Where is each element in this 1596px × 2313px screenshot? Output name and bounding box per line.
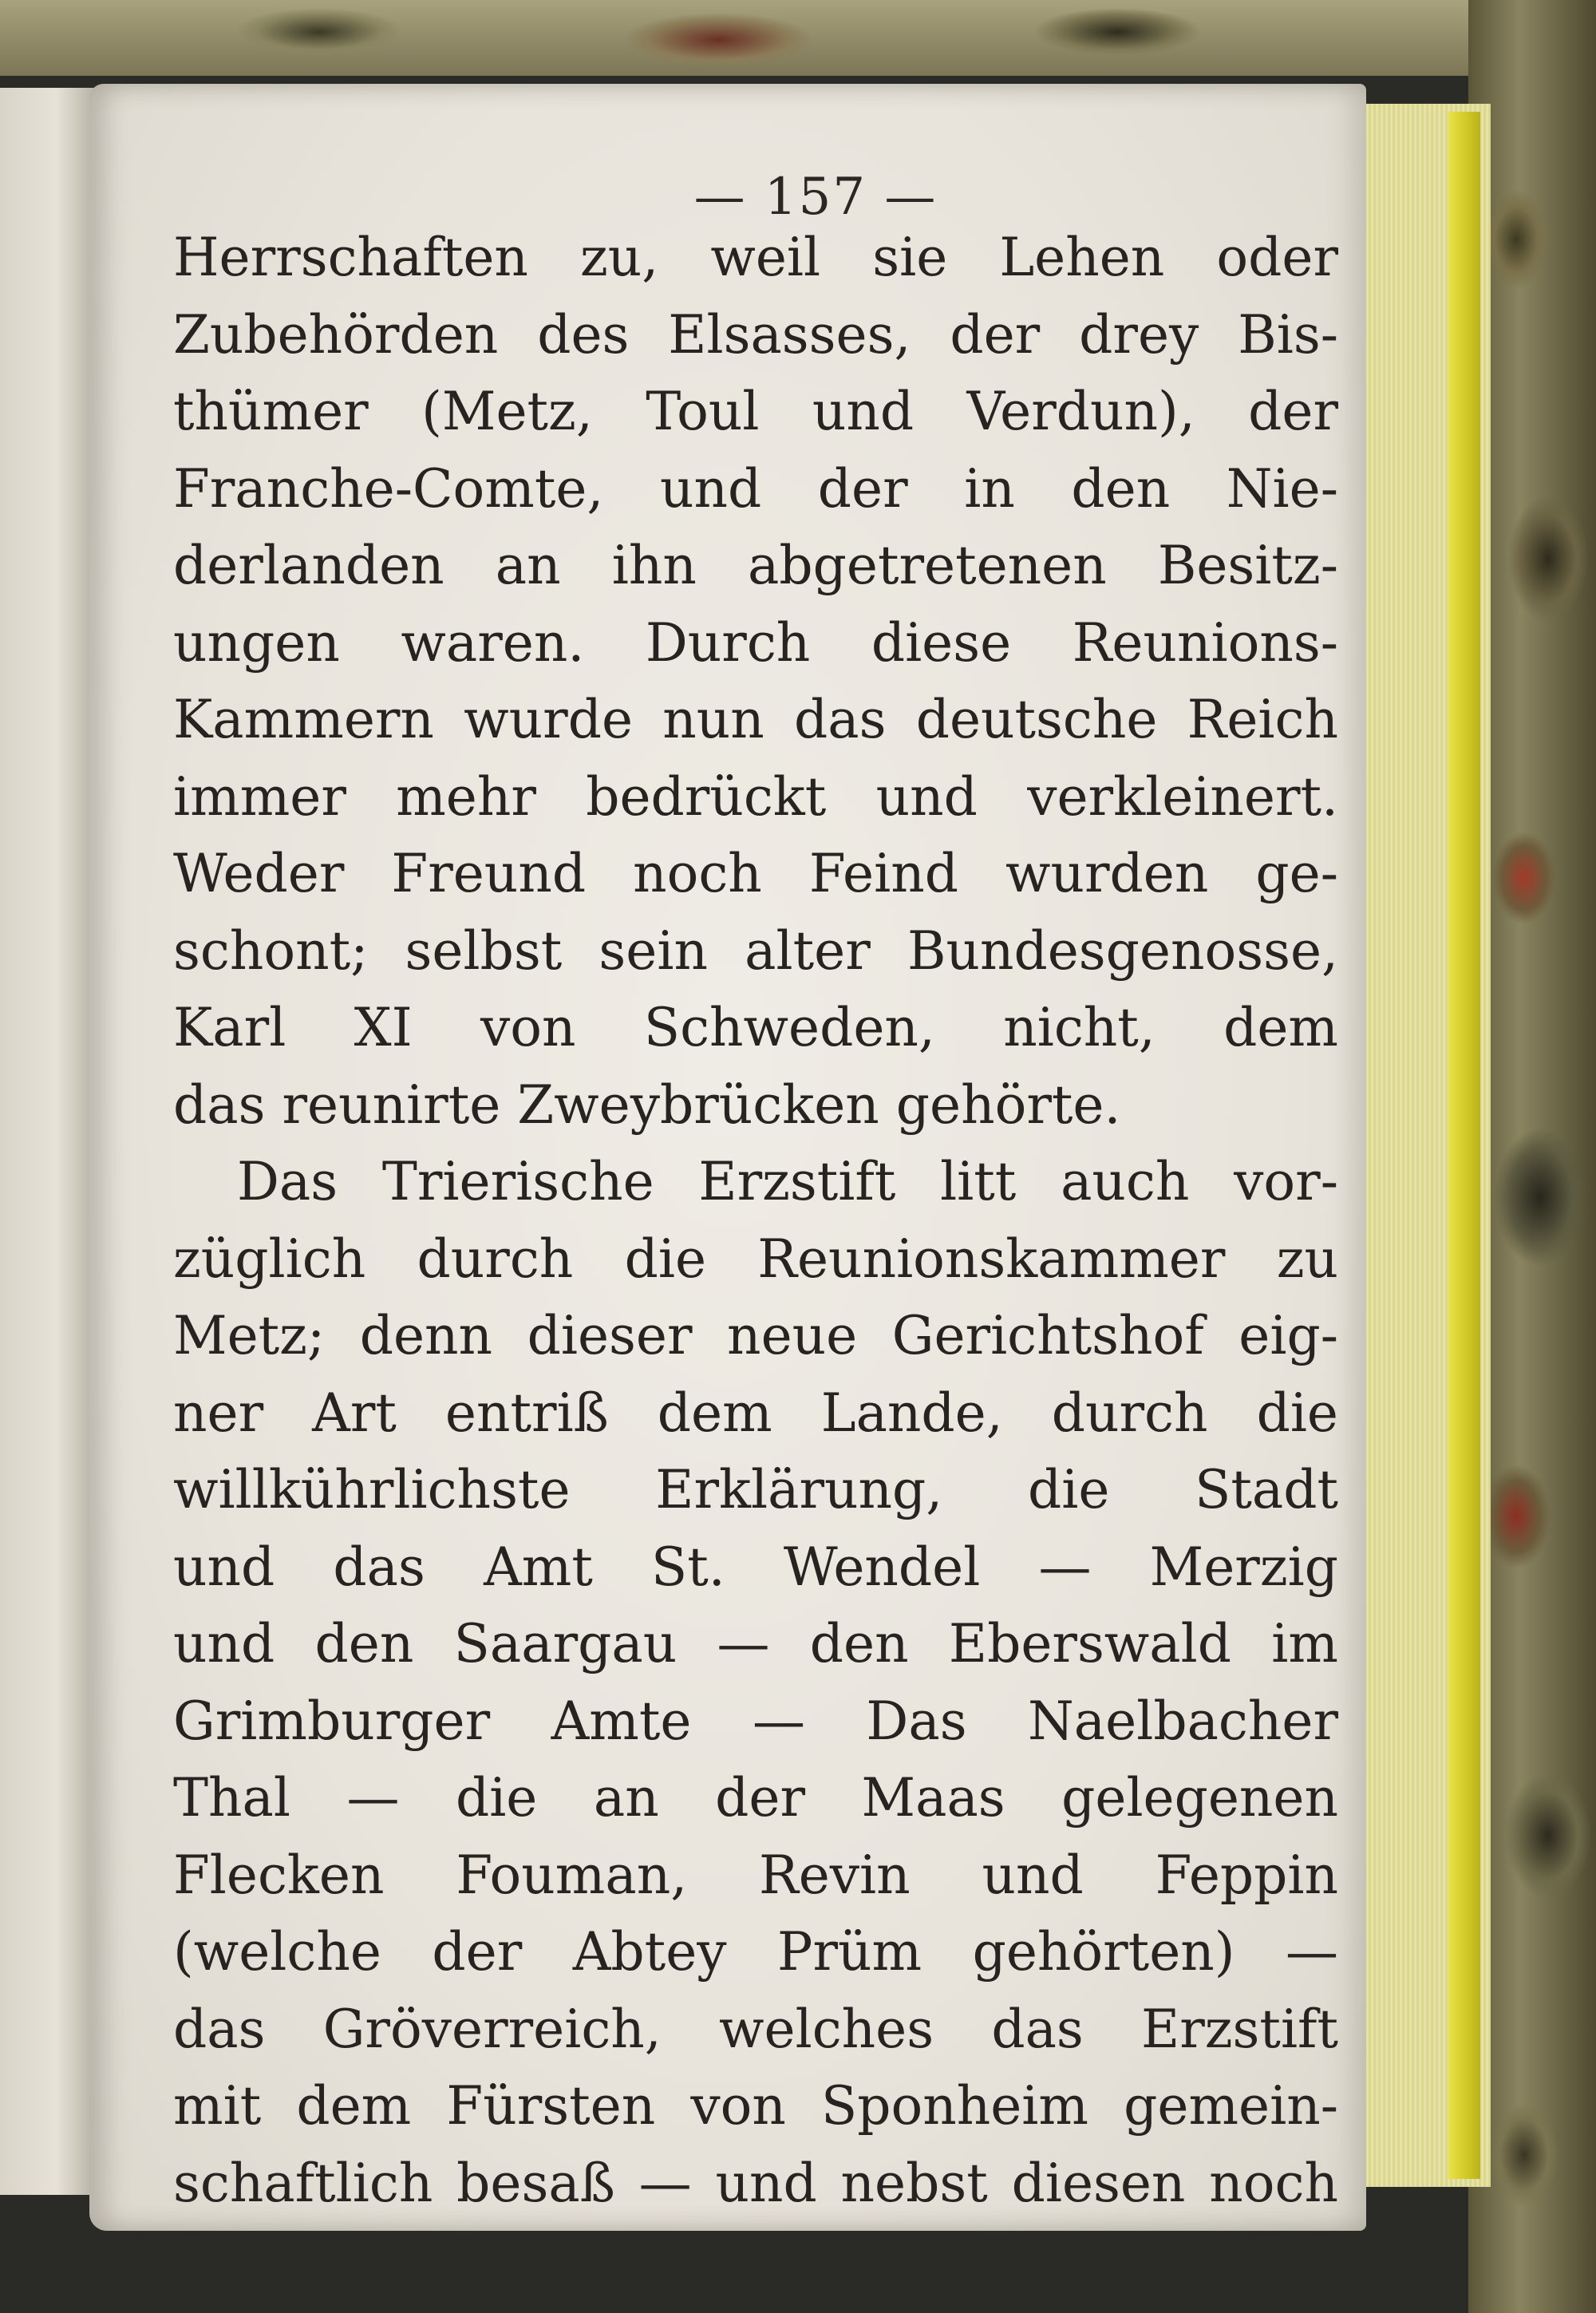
- text-line: immer mehr bedrückt und verkleinert.: [173, 765, 1338, 828]
- text-line: und das Amt St. Wendel — Merzig: [173, 1536, 1338, 1598]
- text-line: derlanden an ihn abgetretenen Besitz-: [173, 535, 1338, 596]
- text-line: züglich durch die Reunionskammer zu: [173, 1228, 1338, 1290]
- text-line: Metz; denn dieser neue Gerichtshof eig-: [173, 1305, 1338, 1366]
- text-line: Das Trierische Erzstift litt auch vor-: [237, 1151, 1338, 1212]
- text-line: Zubehörden des Elsasses, der drey Bis-: [173, 303, 1338, 366]
- text-line: das reunirte Zweybrücken gehörte.: [173, 1073, 1121, 1136]
- text-line: Grimburger Amte — Das Naelbacher: [173, 1690, 1338, 1752]
- text-line: ner Art entriß dem Lande, durch die: [173, 1382, 1338, 1444]
- text-line: thümer (Metz, Toul und Verdun), der: [173, 381, 1338, 442]
- text-line: mit dem Fürsten von Sponheim gemein-: [173, 2075, 1338, 2137]
- page-text: [173, 219, 1338, 2214]
- text-line: und den Saargau — den Eberswald im: [173, 1613, 1338, 1674]
- text-line: das Gröverreich, welches das Erzstift: [173, 1998, 1338, 2060]
- facing-page: [0, 88, 94, 2195]
- text-line: Thal — die an der Maas gelegenen: [173, 1767, 1338, 1829]
- text-line: willkührlichste Erklärung, die Stadt: [173, 1459, 1338, 1520]
- text-line: Karl XI von Schweden, nicht, dem: [173, 997, 1338, 1058]
- text-line: schaftlich besaß — und nebst diesen noch: [173, 2152, 1338, 2214]
- text-line: Flecken Fouman, Revin und Feppin: [173, 1844, 1338, 1906]
- book-cover-top: [0, 0, 1596, 76]
- gilded-edge: [1448, 112, 1480, 2179]
- text-line: ungen waren. Durch diese Reunions-: [173, 611, 1338, 674]
- text-line: schont; selbst sein alter Bundesgenosse,: [173, 919, 1338, 982]
- text-line: Weder Freund noch Feind wurden ge-: [173, 843, 1338, 904]
- text-line: Franche-Comte, und der in den Nie-: [173, 457, 1338, 520]
- text-line: Herrschaften zu, weil sie Lehen oder: [173, 227, 1338, 288]
- page-number: — 157 —: [693, 168, 938, 227]
- text-line: (welche der Abtey Prüm gehörten) —: [173, 1921, 1338, 1983]
- text-line: Kammern wurde nun das deutsche Reich: [173, 689, 1338, 750]
- book-page: [89, 84, 1366, 2231]
